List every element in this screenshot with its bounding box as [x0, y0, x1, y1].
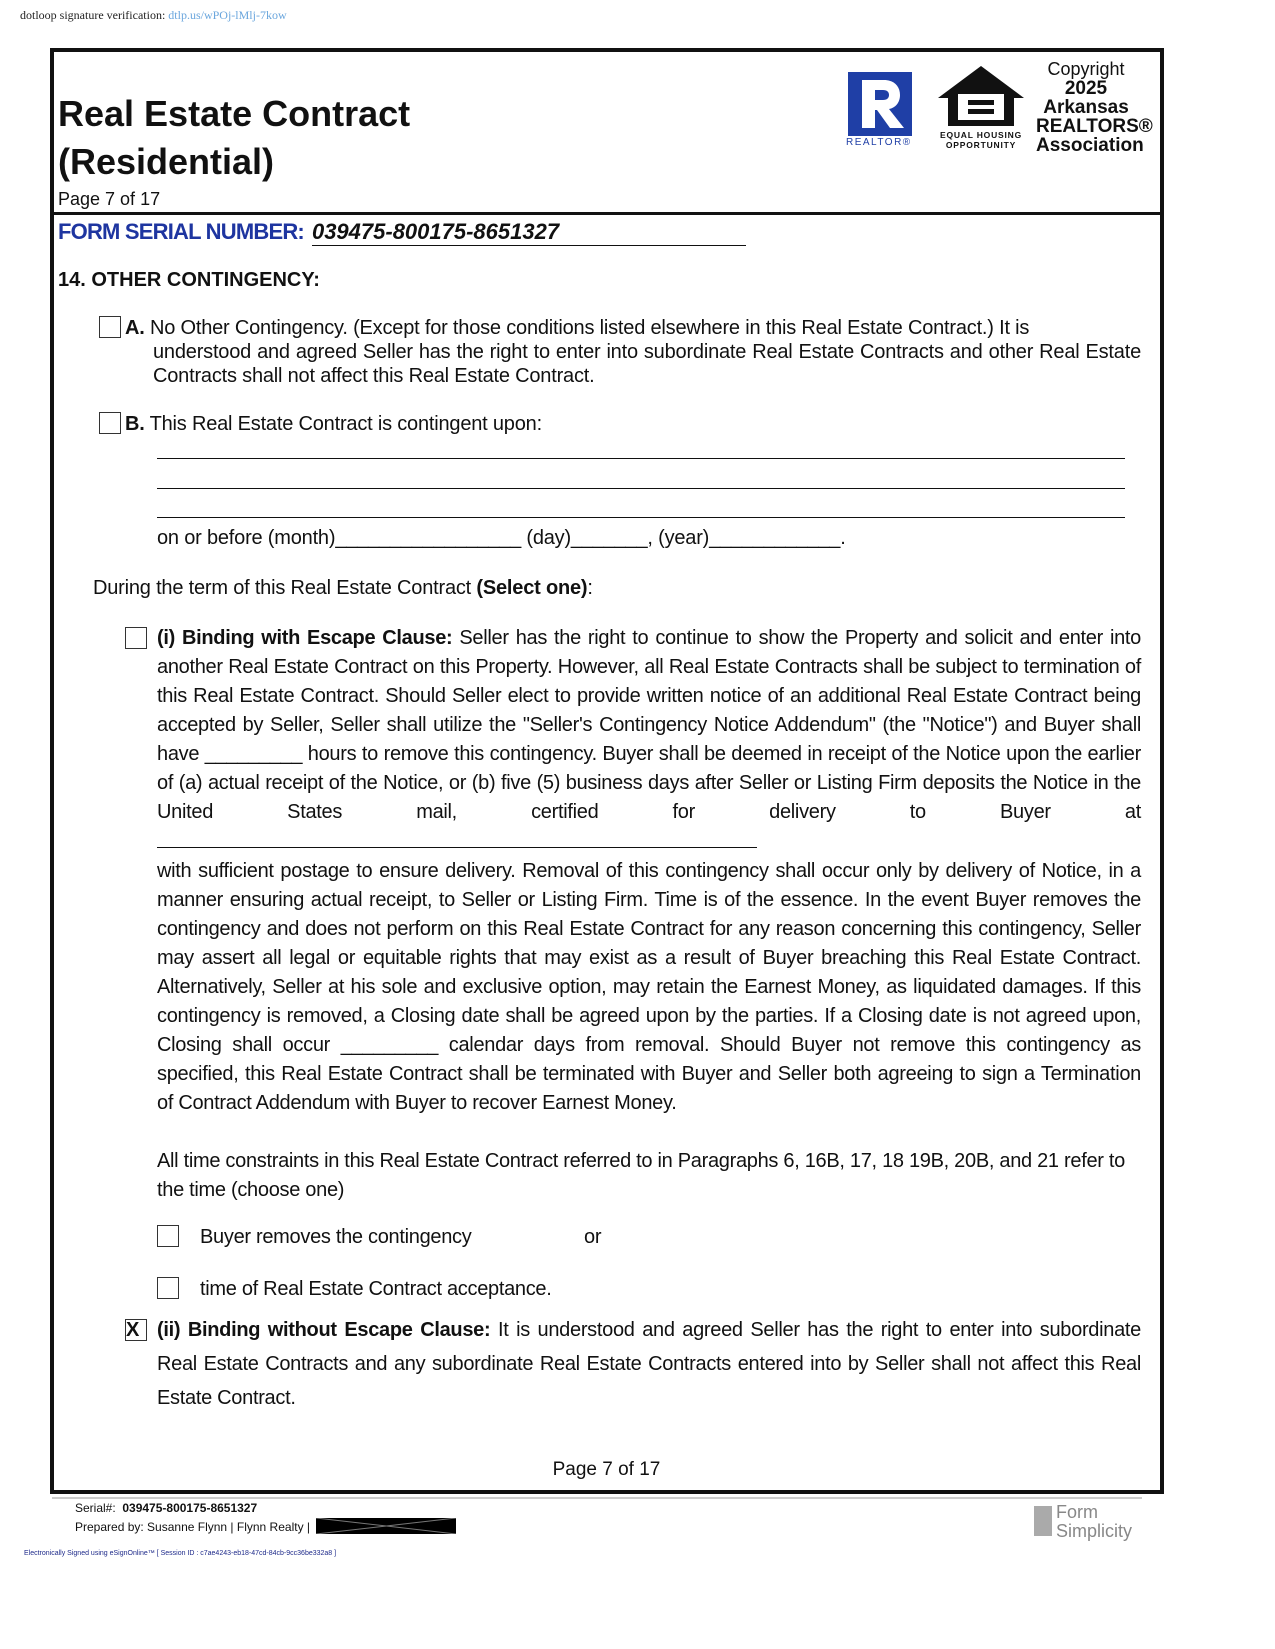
form-serial-number [58, 219, 746, 246]
equal-housing-icon [936, 64, 1026, 135]
option-ii-paragraph [126, 1313, 1142, 1415]
realtor-logo-icon [848, 72, 912, 136]
option-a-text: No Other Contingency. (Except for those conditions listed elsewhere in this Real Estate Contract.) It is [149, 317, 1030, 339]
title-line-1: Real Estate Contract [58, 93, 411, 134]
serial-label: FORM SERIAL NUMBER: [58, 219, 304, 244]
option-acceptance-label: time of Real Estate Contract acceptance. [200, 1278, 552, 1300]
option-b-text: This Real Estate Contract is contingent upon: [149, 413, 542, 435]
section-heading: 14. OTHER CONTINGENCY: [58, 269, 320, 291]
option-i-paragraph [157, 624, 1141, 1118]
realtor-logo-label: REALTOR® [846, 137, 912, 148]
option-i-checkbox[interactable] [125, 627, 147, 649]
time-constraints-text: All time constraints in this Real Estate Contract referred to in Paragraphs 6, 16B, 17, 18 19B, 20B, and 21 refer to the time (choose one) [157, 1150, 1125, 1201]
option-acceptance [157, 1277, 1141, 1301]
serial-value: 039475-800175-8651327 [312, 219, 746, 246]
option-buyer-removes-checkbox[interactable] [157, 1225, 179, 1247]
contingency-blank-line-2[interactable] [157, 488, 1125, 489]
redaction-block [316, 1518, 456, 1534]
copyright-notice [1036, 59, 1153, 156]
footer-serial-label: Serial#: [75, 1501, 116, 1515]
during-text: During the term of this Real Estate Contract [93, 577, 477, 599]
option-ii-text: It is understood and agreed Seller has the right to enter into subordinate Real Estate Contracts and any subordinate Real Estate Contracts entered into by Seller shall not affect this Real Estate Contract. [157, 1319, 1142, 1409]
copyright-year: 2025 [1064, 78, 1108, 99]
brand-line-1: Form [1056, 1502, 1098, 1522]
option-a-letter: A. [125, 317, 145, 339]
page-number-bottom: Page 7 of 17 [552, 1459, 661, 1480]
option-buyer-removes-label: Buyer removes the contingency [200, 1226, 472, 1248]
signature-verification [20, 8, 287, 23]
option-a-text-cont: understood and agreed Seller has the right to enter into subordinate Real Estate Contracts and other Real Estate Contracts shall not affect this Real Estate Contract. [153, 341, 1141, 387]
header-divider [50, 212, 1164, 215]
option-ii-checkbox[interactable]: X [125, 1319, 147, 1341]
option-i-title: (i) Binding with Escape Clause: [157, 627, 453, 649]
during-term-text [93, 576, 593, 600]
option-buyer-removes [157, 1225, 1141, 1249]
form-simplicity-icon [1034, 1506, 1052, 1536]
eho-line-1: EQUAL HOUSING [939, 130, 1023, 140]
page-number-top: Page 7 of 17 [58, 189, 161, 209]
esign-notice: Electronically Signed using eSignOnline™ [ Session ID : c7ae4243-eb18-47cd-84cb-9cc36be332a8 ] [24, 1550, 337, 1557]
during-select-one: (Select one) [476, 577, 588, 599]
during-colon: : [587, 577, 593, 599]
option-a-checkbox[interactable] [99, 316, 121, 338]
page-title [58, 90, 410, 186]
brand-line-2: Simplicity [1056, 1521, 1133, 1541]
footer-divider [52, 1497, 1142, 1499]
copyright-line: Association [1036, 135, 1144, 156]
option-acceptance-checkbox[interactable] [157, 1277, 179, 1299]
option-i-text: Seller has the right to continue to show the Property and solicit and enter into another Real Estate Contract on this Property. However, all Real Estate Contracts shall be subject to termination of this Real Estate Contract. Should Seller elect to provide written notice of an additional Real Estate Contract being accepted by Seller, Seller shall utilize the "Seller's Contingency Notice Addendum" (the "Notice") and Buyer shall have _________ hours to remove this contingency. Buyer shall be deemed in receipt of the Notice upon the earlier of (a) actual receipt of the Notice, or (b) five (5) business days after Seller or Listing Firm deposits the Notice in the United States mail, certified for delivery to Buyer at [157, 627, 1141, 823]
buyer-address-blank[interactable] [157, 827, 757, 848]
copyright-line: Copyright [1047, 59, 1125, 79]
option-b-letter: B. [125, 413, 145, 435]
option-i-text-cont: with sufficient postage to ensure delivery. Removal of this contingency shall occur only by delivery of Notice, in a manner ensuring actual receipt, to Seller or Listing Firm. Time is of the essence. In the event Buyer removes the contingency and does not perform on this Real Estate Contract for any reason concerning this contingency, Seller may assert all legal or equitable rights that may exist as a result of Buyer breaching this Real Estate Contract. Alternatively, Seller at his sole and exclusive option, may retain the Earnest Money, as liquidated damages. If this contingency is removed, a Closing date shall be agreed upon by the parties. If a Closing date is not agreed upon, Closing shall occur _________ calendar days from removal. Should Buyer not remove this contingency as specified, this Real Estate Contract shall be terminated with Buyer and Seller both agreeing to sign a Termination of Contract Addendum with Buyer to recover Earnest Money. [157, 860, 1141, 1114]
option-b-checkbox[interactable] [99, 412, 121, 434]
eho-line-2: OPPORTUNITY [945, 140, 1017, 150]
footer-serial [75, 1501, 257, 1515]
prepared-by: Prepared by: Susanne Flynn | Flynn Realty | [75, 1520, 311, 1534]
title-line-2: (Residential) [58, 141, 275, 182]
contingency-blank-line-3[interactable] [157, 517, 1125, 518]
verification-link[interactable]: dtlp.us/wPOj-lMlj-7kow [168, 8, 287, 22]
equal-housing-label [938, 130, 1024, 150]
copyright-line: REALTORS® [1036, 116, 1153, 137]
option-or: or [584, 1226, 602, 1248]
verification-label: dotloop signature verification: [20, 8, 166, 22]
contingency-date-line[interactable]: on or before (month)_________________ (day)_______, (year)____________. [157, 527, 846, 549]
form-simplicity-logo [1056, 1503, 1132, 1541]
escape-clause-options [126, 624, 1142, 1415]
contingency-blank-line-1[interactable] [157, 458, 1125, 459]
footer-serial-value: 039475-800175-8651327 [122, 1501, 258, 1515]
option-b [125, 412, 542, 436]
option-a [125, 316, 1141, 388]
copyright-line: Arkansas [1043, 97, 1129, 118]
option-ii-title: (ii) Binding without Escape Clause: [157, 1319, 491, 1341]
